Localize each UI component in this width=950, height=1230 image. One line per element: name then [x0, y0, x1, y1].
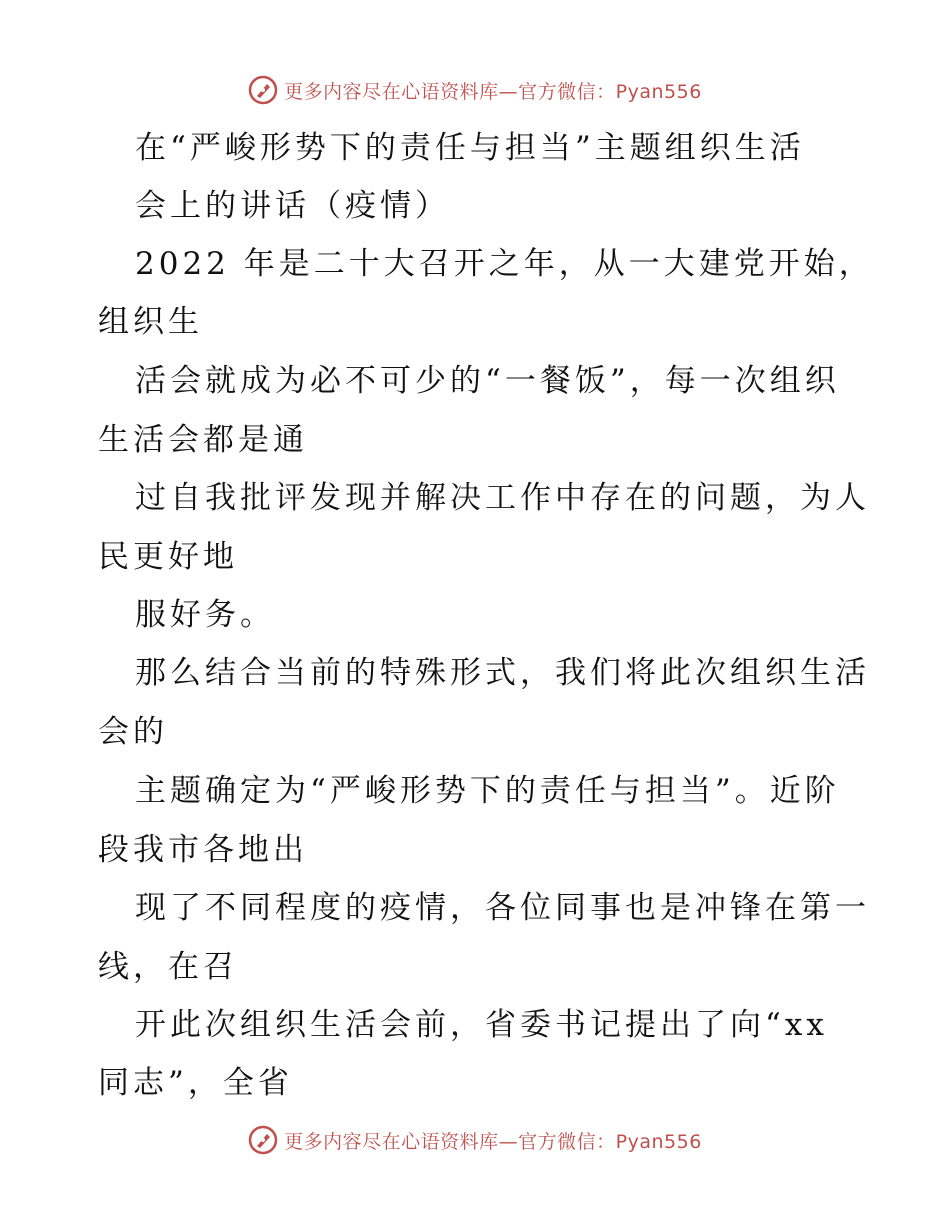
pen-nib-circle-icon — [248, 75, 278, 105]
doc-line: 活会就成为必不可少的“一餐饭”，每一次组织 — [135, 363, 840, 399]
doc-line: 会的 — [98, 714, 168, 750]
doc-line: 段我市各地出 — [98, 832, 308, 868]
doc-line: 那么结合当前的特殊形式，我们将此次组织生活 — [135, 655, 870, 691]
header-watermark-text: 更多内容尽在心语资料库—官方微信：Pyan556 — [284, 80, 702, 103]
doc-line: 同志”，全省 — [98, 1065, 293, 1101]
doc-line: 生活会都是通 — [98, 422, 308, 458]
doc-line: 现了不同程度的疫情，各位同事也是冲锋在第一 — [135, 890, 870, 926]
doc-line: 2022 年是二十大召开之年，从一大建党开始， — [135, 246, 874, 282]
doc-line: 组织生 — [98, 304, 203, 340]
doc-line: 线，在召 — [98, 949, 238, 985]
doc-line: 服好务。 — [135, 597, 275, 633]
doc-line: 开此次组织生活会前，省委书记提出了向“xx — [135, 1007, 828, 1043]
footer-watermark-text: 更多内容尽在心语资料库—官方微信：Pyan556 — [284, 1130, 702, 1153]
header-watermark — [0, 70, 950, 110]
doc-line: 会上的讲话（疫情） — [135, 188, 450, 224]
pen-nib-circle-icon — [248, 1125, 278, 1155]
doc-line: 过自我批评发现并解决工作中存在的问题，为人 — [135, 480, 870, 516]
footer-watermark — [0, 1120, 950, 1160]
doc-line: 主题确定为“严峻形势下的责任与担当”。近阶 — [135, 773, 840, 809]
doc-line: 民更好地 — [98, 539, 238, 575]
doc-line: 在“严峻形势下的责任与担当”主题组织生活 — [135, 130, 805, 166]
